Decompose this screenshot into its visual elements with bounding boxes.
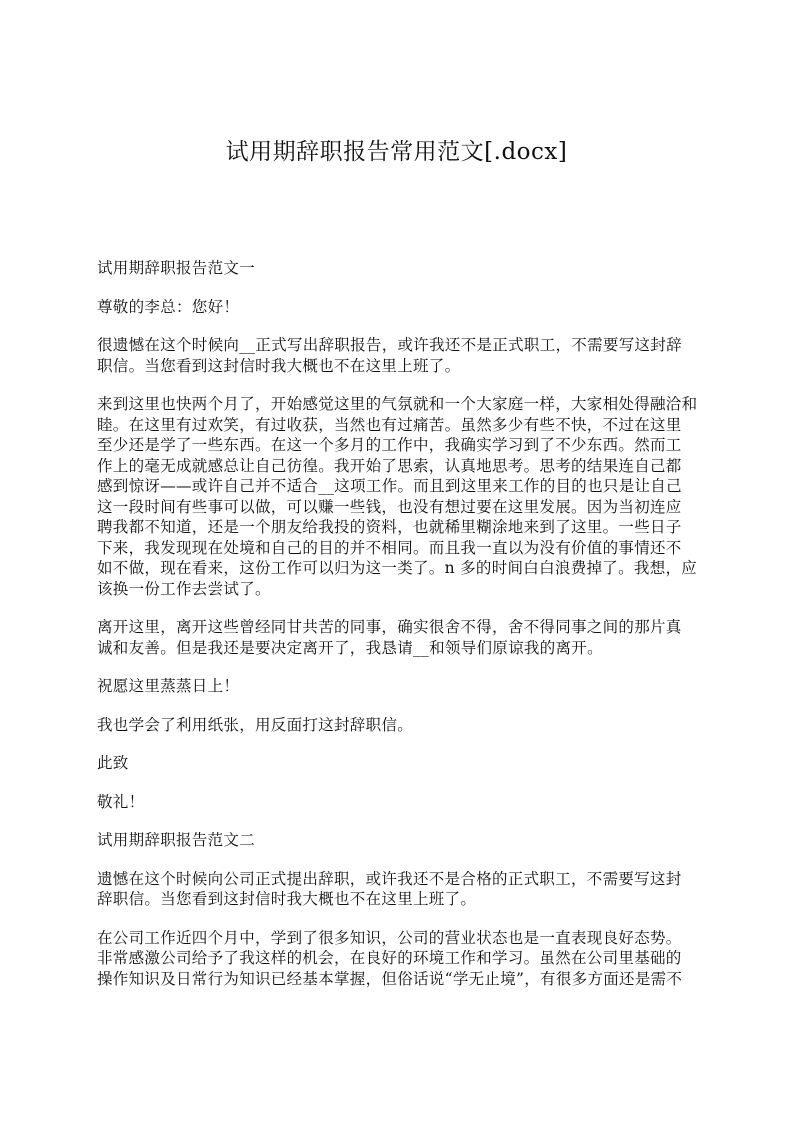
paragraph-line: 试用期辞职报告范文一 — [97, 259, 256, 277]
paragraph-line: 该换一份工作去尝试了。 — [97, 579, 271, 598]
paragraph-line: 感到惊讶——或许自己并不适合__这项工作。而且到这里来工作的目的也只是让自己 — [97, 477, 682, 495]
paragraph-line: 敬礼！ — [97, 792, 145, 811]
paragraph — [97, 258, 709, 279]
paragraph-line: 睦。在这里有过欢笑，有过收获，当然也有过痛苦。虽然多少有些不快，不过在这里 — [97, 415, 682, 434]
paragraph-line: 在公司工作近四个月中，学到了很多知识，公司的营业状态也是一直表现良好态势。 — [97, 928, 682, 947]
paragraph-line: 操作知识及日常行为知识已经基本掌握，但俗话说“学无止境”，有很多方面还是需不 — [97, 969, 683, 988]
paragraph — [97, 676, 709, 697]
paragraph — [97, 715, 709, 736]
document-body — [97, 258, 709, 1007]
paragraph-line: 职信。当您看到这封信时我大概也不在这里上班了。 — [97, 356, 461, 375]
paragraph-line: 试用期辞职报告范文二 — [97, 831, 256, 849]
paragraph — [97, 753, 709, 774]
paragraph-line: 辞职信。当您看到这封信时我大概也不在这里上班了。 — [97, 890, 477, 908]
paragraph-line: 下来，我发现现在处境和自己的目的并不相同。而且我一直以为没有价值的事情还不 — [97, 538, 682, 557]
paragraph-line: 遗憾在这个时候向公司正式提出辞职，或许我还不是合格的正式职工，不需要写这封 — [97, 869, 682, 888]
paragraph-line: 此致 — [97, 754, 129, 772]
paragraph — [97, 394, 709, 599]
document-title: 试用期辞职报告常用范文[.docx] — [225, 139, 568, 165]
paragraph-line: 作上的毫无成就感总让自己彷徨。我开始了思索，认真地思考。思考的结果连自己都 — [97, 456, 682, 475]
paragraph-line: 来到这里也快两个月了，开始感觉这里的气氛就和一个大家庭一样，大家相处得融洽和 — [97, 395, 698, 413]
paragraph-line: 我也学会了利用纸张，用反面打这封辞职信。 — [97, 715, 414, 734]
paragraph — [97, 792, 709, 813]
paragraph — [97, 830, 709, 851]
paragraph — [97, 928, 709, 990]
paragraph-line: 祝愿这里蒸蒸日上！ — [97, 677, 240, 695]
paragraph-line: 如不做，现在看来，这份工作可以归为这一类了。n 多的时间白白浪费掉了。我想，应 — [97, 559, 698, 577]
paragraph-line: 尊敬的李总：您好！ — [97, 297, 240, 316]
paragraph — [97, 335, 709, 376]
paragraph-line: 诚和友善。但是我还是要决定离开了，我恳请__和领导们原谅我的离开。 — [97, 638, 603, 657]
paragraph-line: 聘我都不知道，还是一个朋友给我投的资料，也就稀里糊涂地来到了这里。一些日子 — [97, 518, 682, 536]
paragraph-line: 很遗憾在这个时候向__正式写出辞职报告，或许我还不是正式职工，不需要写这封辞 — [97, 336, 682, 354]
paragraph-line: 至少还是学了一些东西。在这一个多月的工作中，我确实学习到了不少东西。然而工 — [97, 436, 682, 454]
paragraph — [97, 617, 709, 658]
paragraph-line: 离开这里，离开这些曾经同甘共苦的同事，确实很舍不得，舍不得同事之间的那片真 — [97, 618, 682, 636]
paragraph-line: 这一段时间有些事可以做，可以赚一些钱，也没有想过要在这里发展。因为当初连应 — [97, 497, 682, 516]
paragraph-line: 非常感激公司给予了我这样的机会，在良好的环境工作和学习。虽然在公司里基础的 — [97, 949, 682, 967]
paragraph — [97, 297, 709, 318]
paragraph — [97, 869, 709, 910]
